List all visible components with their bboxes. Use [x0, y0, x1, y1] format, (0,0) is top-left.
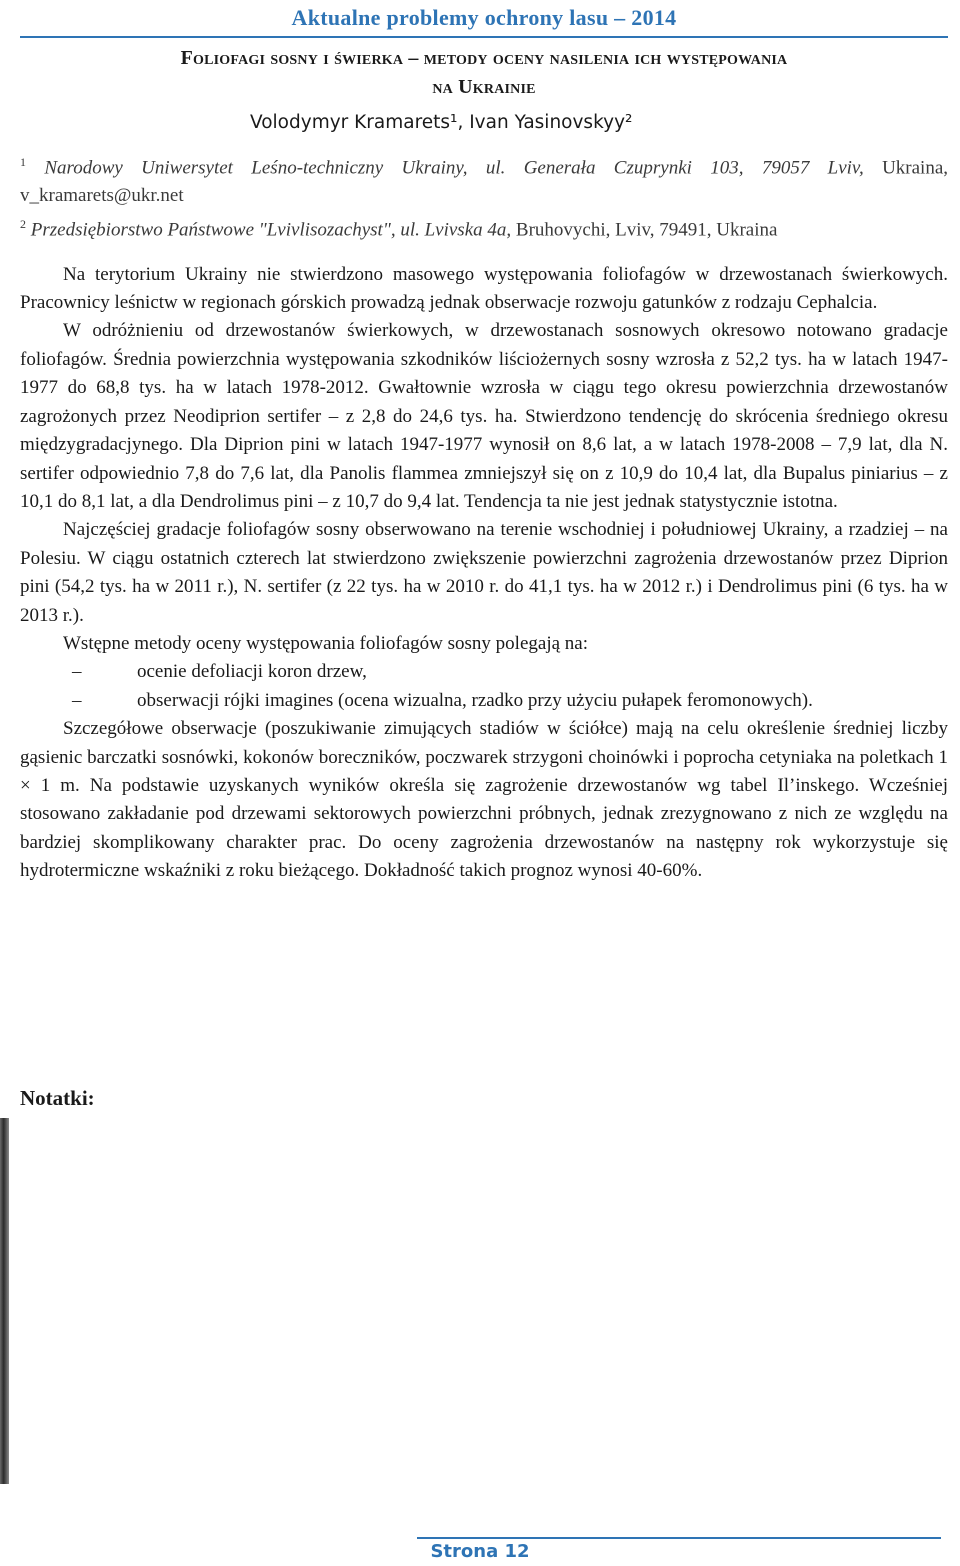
- paragraph: W odróżnieniu od drzewostanów świerkowych, w drzewostanach sosnowych okresowo notowano gradacje foliofagów. Średnia powierzchnia występowania szkodników liściożernych sosny wzrosła z 52,2 tys. ha w latach 1947-1977 do 68,8 tys. ha w latach 1978-2012. Gwałtownie wzrosła w ciągu tego okresu powierzchnia drzewostanów zagrożonych przez Neodiprion sertifer – z 2,8 do 24,6 tys. ha. Stwierdzono tendencję do skrócenia średniego okresu międzygradacjynego. Dla Diprion pini w latach 1947-1977 wynosił on 8,6 lat, a w latach 1978-2008 – 7,9 lat, dla N. sertifer odpowiednio 7,8 do 7,6 lat, dla Panolis flammea zmniejszył się on z 10,9 do 10,4 lat, dla Bupalus piniarius – z 10,1 do 8,1 lat, a dla Dendrolimus pini – z 10,7 do 9,4 lat. Tendencja ta nie jest jednak statystycznie istotna.: [20, 320, 948, 512]
- affiliation-1-text2: Ukraina, v_kramarets@ukr.net: [20, 157, 949, 207]
- affiliation-2-text: Przedsiębiorstwo Państwowe "Lvivlisozachyst", ul. Lvivska 4a,: [30, 219, 512, 241]
- affiliation-1: [20, 148, 948, 210]
- affiliation-2-number: 2: [20, 217, 26, 232]
- affiliation-2: [20, 210, 948, 244]
- footer-divider: [417, 1537, 941, 1539]
- authors: Volodymyr Kramarets¹, Ivan Yasinovskyy²: [250, 112, 633, 133]
- article-title-line1: Foliofagi sosny i świerka – metody oceny nasilenia ich występowania: [180, 47, 788, 69]
- article-title-line2: na Ukrainie: [432, 76, 536, 98]
- list-item: [20, 687, 948, 715]
- page-number: Strona 12: [430, 1541, 530, 1562]
- affiliation-1-text: Narodowy Uniwersytet Leśno-techniczny Ukrainy, ul. Generała Czuprynki 103, 79057 Lviv,: [44, 157, 864, 179]
- article: [20, 44, 948, 886]
- list-item: [20, 658, 948, 686]
- paragraph: Najczęściej gradacje foliofagów sosny obserwowano na terenie wschodniej i południowej Ukrainy, a rzadziej – na Polesiu. W ciągu ostatnich czterech lat stwierdzono zwiększenie powierzchni zagrożenia drzewostanów przez Diprion pini (54,2 tys. ha w 2011 r.), N. sertifer (z 22 tys. ha w 2010 r. do 41,1 tys. ha w 2012 r.) i Dendrolimus pini (6 tys. ha w 2013 r.).: [20, 519, 948, 626]
- list-item-text: obserwacji rójki imagines (ocena wizualna, rzadko przy użyciu pułapek feromonowych).: [137, 689, 813, 711]
- paragraph: Szczegółowe obserwacje (poszukiwanie zimujących stadiów w ściółce) mają na celu określenie średniej liczby gąsienic barczatki sosnówki, kokonów boreczników, poczwarek strzygoni choinówki i poprocha cetyniaka na poletkach 1 × 1 m. Na podstawie uzyskanych wyników określa się zagrożenie drzewostanów wg tabel Il’inskego. Wcześniej stosowano zakładanie pod drzewami sektorowych powierzchni próbnych, jednak zrezygnowano z nich ze względu na bardziej skomplikowany charakter prac. Do oceny zagrożenia drzewostanów na następny rok wykorzystuje się hydrotermiczne wskaźniki z roku bieżącego. Dokładność takich prognoz wynosi 40-60%.: [20, 718, 948, 882]
- running-header: [20, 0, 948, 33]
- list-item-text: ocenie defoliacji koron drzew,: [137, 661, 367, 683]
- conference-title: Aktualne problemy ochrony lasu – 2014: [291, 5, 677, 30]
- affiliation-2-text2: Bruhovychi, Lviv, 79491, Ukraina: [515, 219, 778, 241]
- methods-list: [20, 658, 948, 715]
- notes-margin-bar: [0, 1118, 9, 1484]
- affiliation-1-number: 1: [20, 155, 26, 169]
- header-divider: [20, 36, 948, 38]
- article-body: [20, 261, 948, 886]
- paragraph: Na terytorium Ukrainy nie stwierdzono masowego występowania foliofagów w drzewostanach świerkowych. Pracownicy leśnictw w regionach górskich prowadzą jednak obserwacje rozwoju gatunków z rodzaju Cephalcia.: [20, 263, 948, 314]
- list-marker: –: [72, 689, 82, 711]
- article-title: [60, 44, 908, 102]
- list-marker: –: [72, 661, 82, 683]
- notes-label: Notatki:: [20, 1086, 95, 1110]
- paragraph: Wstępne metody oceny występowania foliofagów sosny polegają na:: [63, 632, 588, 654]
